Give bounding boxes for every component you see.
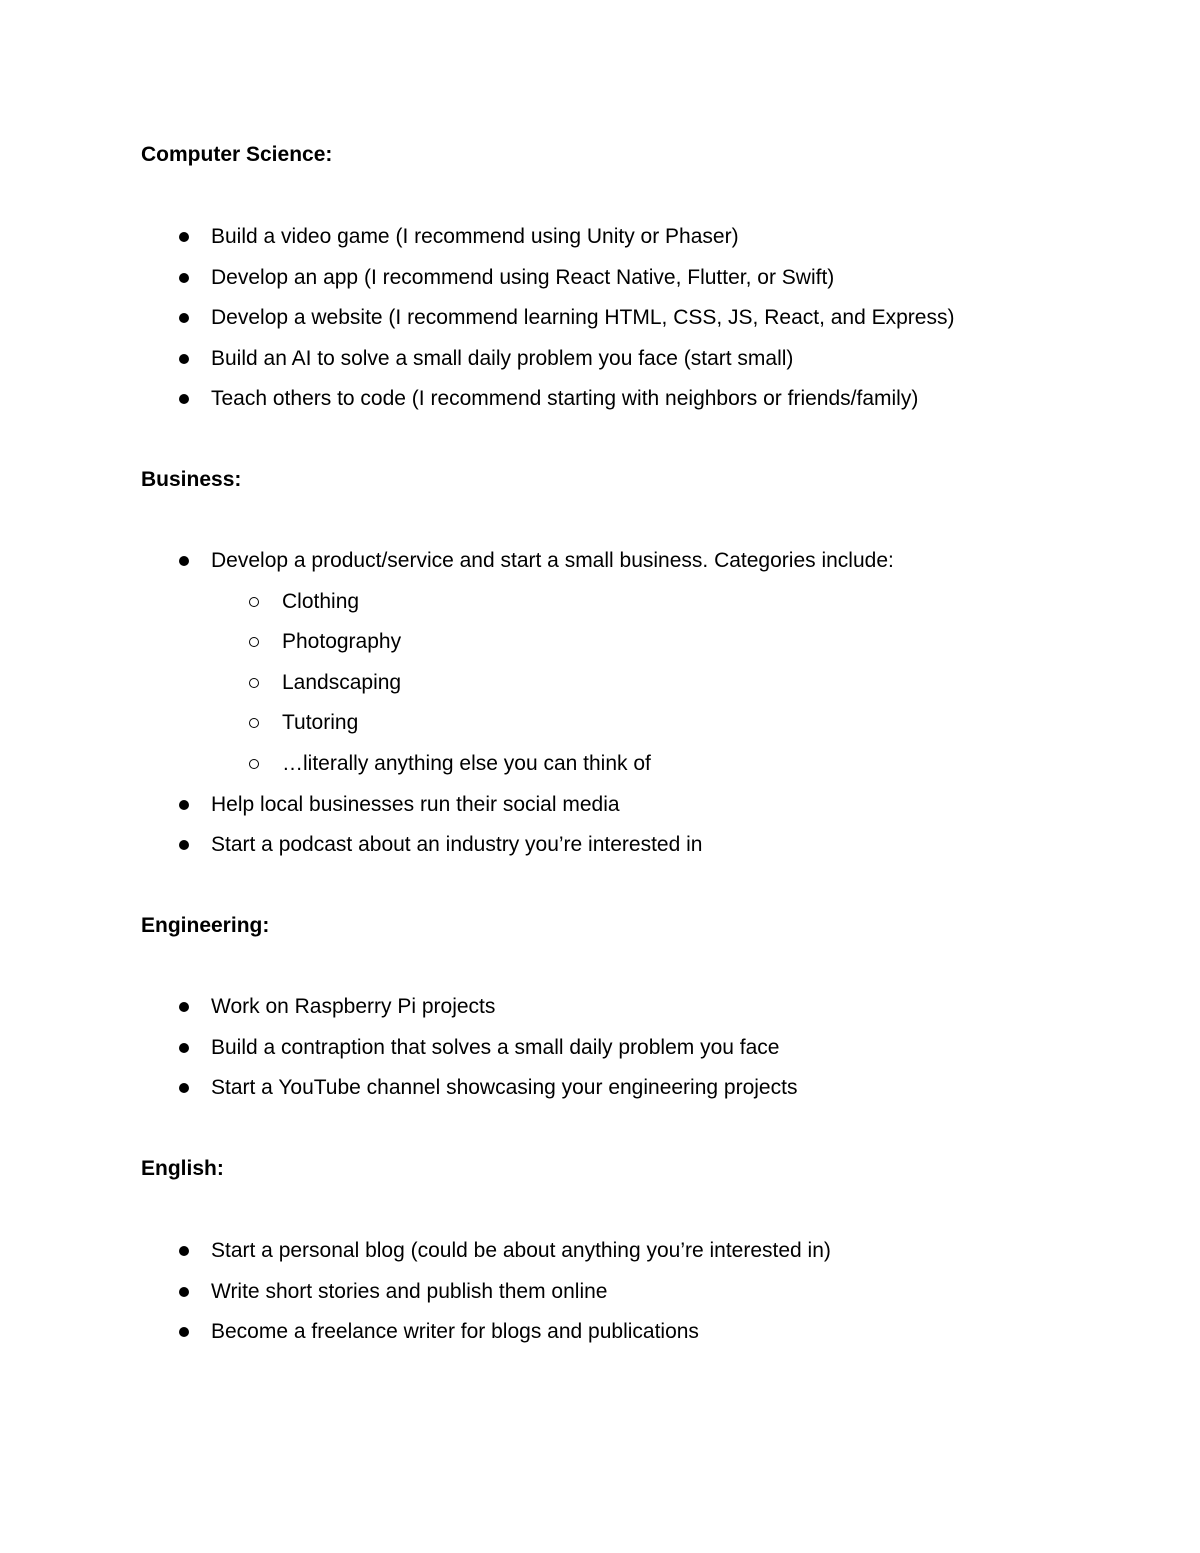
hollow-bullet-icon (249, 678, 259, 688)
bullet-icon (179, 1083, 189, 1093)
bullet-icon (179, 1043, 189, 1053)
bullet-icon (179, 232, 189, 242)
bullet-icon (179, 800, 189, 810)
bullet-icon (179, 1246, 189, 1256)
bullet-icon (179, 1287, 189, 1297)
hollow-bullet-icon (249, 759, 259, 769)
section-heading-business: Business: (141, 468, 242, 491)
hollow-bullet-icon (249, 637, 259, 647)
bullet-icon (179, 556, 189, 566)
bullet-icon (179, 1002, 189, 1012)
bullet-icon (179, 273, 189, 283)
section-heading-engineering: Engineering: (141, 914, 270, 937)
bullet-icon (179, 354, 189, 364)
section-heading-english: English: (141, 1157, 224, 1180)
bullet-icon (179, 394, 189, 404)
section-heading-computer-science: Computer Science: (141, 143, 333, 166)
bullet-icon (179, 313, 189, 323)
bullet-icon (179, 840, 189, 850)
document-page: Computer Science: Build a video game (I recommend using Unity or Phaser) Develop an app (I recommend using React Native, Flutter, or Swift) Develop a website (I recommend learning HTML, CSS, JS, React, and Express) Build an AI to solve a small daily problem you face (start small) Teach others to code (I recommend starting with neighbors or friends/family) Business: Develop a product/service and start a small business. Categories include: Clothing Photography Landscaping Tutoring …literally anything else you can think of Help local businesses run their social media Start a podcast about an industry you’re interested in Engineering: Work on Raspberry Pi projects Build a contraption that solves a small daily problem you face Start a YouTube channel showcasing your engineering projects English: Start a personal blog (could be about anything you’re interested in) Write short stories and publish them online Become a freelance writer for blogs and publications (0, 0, 1200, 1553)
bullet-icon (179, 1327, 189, 1337)
hollow-bullet-icon (249, 597, 259, 607)
hollow-bullet-icon (249, 718, 259, 728)
